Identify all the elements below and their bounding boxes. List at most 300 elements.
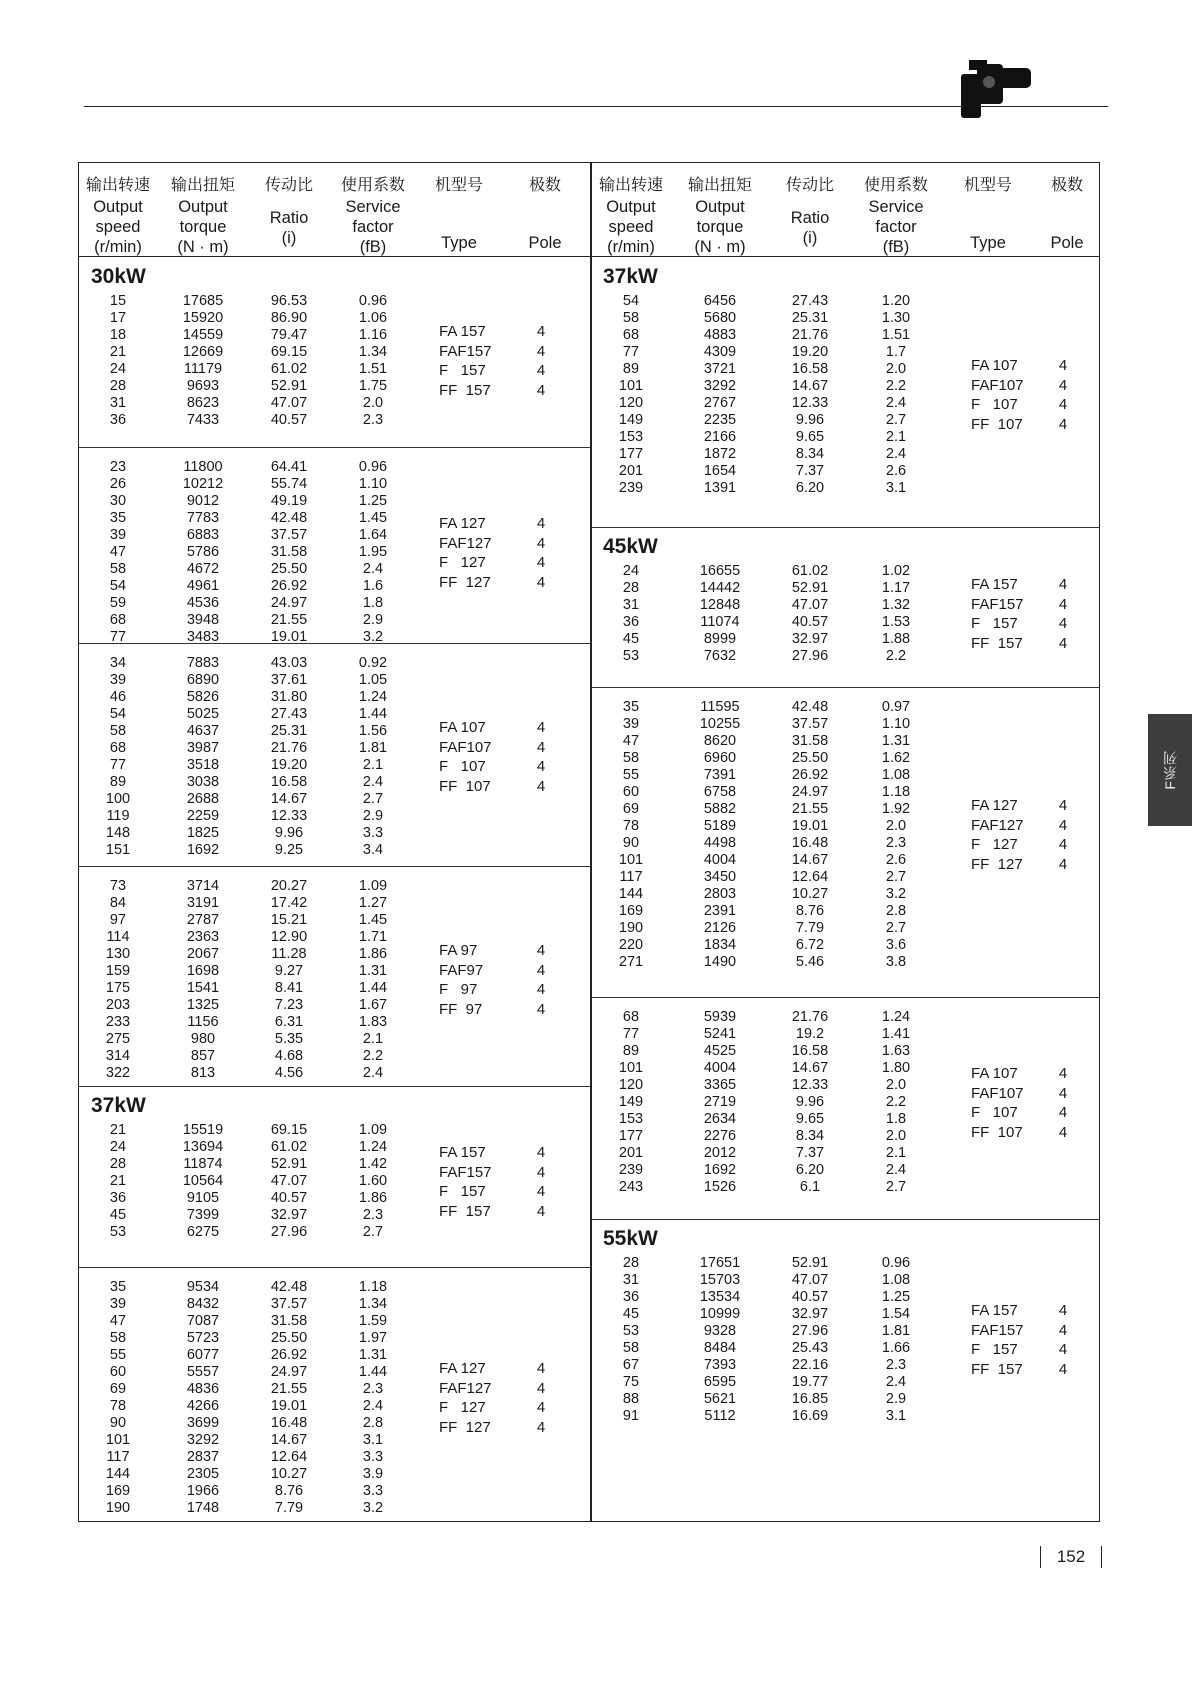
table-cell: 88 xyxy=(622,1391,640,1407)
model-type-name: FA 157 xyxy=(439,1144,486,1161)
table-cell: 1.08 xyxy=(881,1272,911,1288)
table-cell: 190 xyxy=(618,920,644,936)
model-type-name: FA 97 xyxy=(439,942,478,959)
table-row xyxy=(591,446,1099,463)
table-cell: 24 xyxy=(109,1139,127,1155)
table-cell: 2.0 xyxy=(885,361,907,377)
model-type-row xyxy=(971,1340,1101,1360)
table-cell: 2067 xyxy=(186,946,220,962)
table-cell: 10.27 xyxy=(270,1466,308,1482)
table-cell: 1.95 xyxy=(358,544,388,560)
table-cell: 1.7 xyxy=(885,344,907,360)
table-cell: 8620 xyxy=(703,733,737,749)
table-cell: 2.2 xyxy=(885,648,907,664)
table-cell: 30 xyxy=(109,493,127,509)
table-cell: 96.53 xyxy=(270,293,308,309)
pole-count: 4 xyxy=(1058,855,1068,873)
table-cell: 857 xyxy=(190,1048,216,1064)
header-en-line: Output xyxy=(178,198,228,216)
table-cell: 1.08 xyxy=(881,767,911,783)
table-cell: 2.0 xyxy=(362,395,384,411)
table-row xyxy=(79,459,591,476)
table-cell: 1.83 xyxy=(358,1014,388,1030)
table-cell: 86.90 xyxy=(270,310,308,326)
table-row xyxy=(591,767,1099,784)
model-type-name: F 97 xyxy=(439,981,478,998)
table-cell: 3518 xyxy=(186,757,220,773)
table-cell: 89 xyxy=(109,774,127,790)
table-cell: 2.3 xyxy=(362,1381,384,1397)
table-cell: 12.33 xyxy=(791,395,829,411)
header-cell xyxy=(79,163,157,257)
table-row xyxy=(79,1449,591,1466)
model-type-name: FF 107 xyxy=(971,415,1023,433)
table-cell: 39 xyxy=(109,672,127,688)
model-type-row xyxy=(439,553,569,573)
table-cell: 31.58 xyxy=(270,1313,308,1329)
table-cell: 151 xyxy=(105,842,131,858)
header-en-label xyxy=(501,233,589,253)
table-cell: 3191 xyxy=(186,895,220,911)
table-cell: 6275 xyxy=(186,1224,220,1240)
model-type-row xyxy=(439,1182,569,1202)
table-cell: 2.0 xyxy=(885,1128,907,1144)
header-en-line: Type xyxy=(441,234,477,252)
table-cell: 24.97 xyxy=(270,595,308,611)
pole-count: 4 xyxy=(536,738,546,756)
header-en-line: (N · m) xyxy=(177,238,229,256)
model-type-row xyxy=(439,534,569,554)
table-cell: 1.88 xyxy=(881,631,911,647)
table-row xyxy=(591,1255,1099,1272)
table-row xyxy=(591,750,1099,767)
pole-count: 4 xyxy=(536,1379,546,1397)
model-type-name: FAF127 xyxy=(439,534,492,552)
model-type-row xyxy=(971,356,1101,376)
model-type-name: FF 97 xyxy=(439,1000,483,1018)
table-cell: 1.81 xyxy=(881,1323,911,1339)
power-group xyxy=(591,997,1099,1219)
table-cell: 20.27 xyxy=(270,878,308,894)
table-cell: 90 xyxy=(109,1415,127,1431)
table-cell: 6758 xyxy=(703,784,737,800)
table-cell: 9.96 xyxy=(795,412,825,428)
pole-count: 4 xyxy=(536,342,546,360)
table-cell: 47.07 xyxy=(791,597,829,613)
header-cell xyxy=(501,163,589,257)
table-cell: 9012 xyxy=(186,493,220,509)
table-cell: 119 xyxy=(106,808,130,824)
table-cell: 1.25 xyxy=(881,1289,911,1305)
table-cell: 28 xyxy=(109,378,127,394)
table-cell: 1.80 xyxy=(881,1060,911,1076)
table-cell: 9105 xyxy=(186,1190,220,1206)
header-cn-label: 极数 xyxy=(528,175,561,194)
table-cell: 58 xyxy=(109,1330,127,1346)
table-cell: 27.96 xyxy=(791,1323,829,1339)
table-cell: 1325 xyxy=(186,997,220,1013)
table-cell: 18 xyxy=(109,327,127,343)
table-cell: 3.3 xyxy=(362,825,384,841)
table-cell: 27.43 xyxy=(791,293,829,309)
table-cell: 77 xyxy=(622,344,640,360)
group-divider xyxy=(591,997,1099,998)
table-cell: 275 xyxy=(105,1031,131,1047)
series-side-tab: F系列 xyxy=(1148,714,1192,826)
model-type-name: FF 157 xyxy=(971,1360,1023,1378)
model-type-row xyxy=(439,322,569,342)
table-cell: 69 xyxy=(109,1381,127,1397)
table-cell: 2.2 xyxy=(362,1048,384,1064)
pole-count: 4 xyxy=(536,1360,546,1377)
table-cell: 169 xyxy=(618,903,644,919)
table-cell: 53 xyxy=(622,648,640,664)
table-cell: 1698 xyxy=(186,963,220,979)
pole-count: 4 xyxy=(536,1000,546,1018)
table-cell: 175 xyxy=(105,980,131,996)
power-group xyxy=(591,527,1099,687)
page-number: 152 xyxy=(1040,1546,1102,1568)
table-cell: 1541 xyxy=(186,980,220,996)
table-cell: 55 xyxy=(109,1347,127,1363)
table-cell: 25.43 xyxy=(791,1340,829,1356)
table-cell: 2.6 xyxy=(885,852,907,868)
table-cell: 2.3 xyxy=(885,835,907,851)
table-cell: 2767 xyxy=(703,395,737,411)
table-cell: 61.02 xyxy=(270,1139,308,1155)
model-type-list xyxy=(971,1301,1101,1379)
table-row xyxy=(79,1031,591,1048)
table-cell: 17651 xyxy=(699,1255,741,1271)
header-cell xyxy=(941,163,1035,257)
table-cell: 101 xyxy=(105,1432,131,1448)
table-cell: 144 xyxy=(105,1466,131,1482)
table-cell: 9.27 xyxy=(274,963,304,979)
model-type-row xyxy=(971,614,1101,634)
table-row xyxy=(591,886,1099,903)
table-cell: 47.07 xyxy=(270,395,308,411)
table-cell: 39 xyxy=(622,716,640,732)
table-body xyxy=(591,257,1099,1521)
table-cell: 1.41 xyxy=(881,1026,911,1042)
model-type-name: F 107 xyxy=(971,396,1018,413)
table-cell: 101 xyxy=(618,378,644,394)
table-cell: 7.79 xyxy=(274,1500,304,1516)
table-cell: 89 xyxy=(622,1043,640,1059)
model-type-name: FF 157 xyxy=(439,381,491,399)
table-row xyxy=(591,1272,1099,1289)
table-cell: 39 xyxy=(109,1296,127,1312)
table-cell: 12.33 xyxy=(270,808,308,824)
table-cell: 1.64 xyxy=(358,527,388,543)
gearmotor-logo-icon xyxy=(955,56,1035,122)
table-cell: 3948 xyxy=(186,612,220,628)
table-cell: 47 xyxy=(109,1313,127,1329)
model-type-row xyxy=(971,376,1101,396)
table-cell: 148 xyxy=(105,825,131,841)
table-cell: 21 xyxy=(109,1173,127,1189)
model-type-row xyxy=(971,1321,1101,1341)
table-cell: 14442 xyxy=(699,580,741,596)
pole-count: 4 xyxy=(536,1183,546,1200)
table-cell: 8.41 xyxy=(274,980,304,996)
header-en-line: (r/min) xyxy=(94,238,142,256)
table-cell: 6456 xyxy=(703,293,737,309)
model-type-name: FA 127 xyxy=(439,515,486,532)
table-cell: 2.4 xyxy=(885,446,907,462)
table-row xyxy=(79,842,591,859)
header-en-label xyxy=(157,197,249,257)
pole-count: 4 xyxy=(1058,1104,1068,1121)
model-type-name: F 127 xyxy=(439,1399,486,1416)
table-cell: 2276 xyxy=(703,1128,737,1144)
model-type-row xyxy=(439,1359,569,1379)
model-type-row xyxy=(971,816,1101,836)
table-cell: 2.7 xyxy=(885,1179,907,1195)
model-type-name: F 157 xyxy=(971,1341,1018,1358)
table-cell: 75 xyxy=(622,1374,640,1390)
table-cell: 1825 xyxy=(186,825,220,841)
table-cell: 7.37 xyxy=(795,1145,825,1161)
table-cell: 2.7 xyxy=(362,1224,384,1240)
table-cell: 6.20 xyxy=(795,480,825,496)
table-row xyxy=(79,1330,591,1347)
table-cell: 5.46 xyxy=(795,954,825,970)
table-cell: 91 xyxy=(622,1408,640,1424)
model-type-row xyxy=(439,361,569,381)
table-cell: 60 xyxy=(109,1364,127,1380)
table-cell: 2.4 xyxy=(362,1398,384,1414)
table-cell: 1.09 xyxy=(358,1122,388,1138)
table-cell: 52.91 xyxy=(270,378,308,394)
model-type-list xyxy=(439,941,569,1019)
table-cell: 73 xyxy=(109,878,127,894)
table-cell: 117 xyxy=(106,1449,130,1465)
table-row xyxy=(591,1408,1099,1425)
table-cell: 1.32 xyxy=(881,597,911,613)
table-cell: 1.18 xyxy=(358,1279,388,1295)
table-cell: 314 xyxy=(105,1048,131,1064)
table-row xyxy=(591,1162,1099,1179)
table-cell: 40.57 xyxy=(791,614,829,630)
pole-count: 4 xyxy=(536,981,546,998)
table-cell: 3365 xyxy=(703,1077,737,1093)
table-cell: 3699 xyxy=(186,1415,220,1431)
table-cell: 28 xyxy=(109,1156,127,1172)
table-cell: 79.47 xyxy=(270,327,308,343)
table-cell: 233 xyxy=(105,1014,131,1030)
table-cell: 1.51 xyxy=(358,361,388,377)
table-cell: 2.3 xyxy=(362,1207,384,1223)
model-type-row xyxy=(439,718,569,738)
pole-count: 4 xyxy=(1058,1341,1068,1358)
table-row xyxy=(79,825,591,842)
table-row xyxy=(591,463,1099,480)
table-cell: 1.62 xyxy=(881,750,911,766)
pole-count: 4 xyxy=(1058,1360,1068,1378)
table-cell: 77 xyxy=(622,1026,640,1042)
pole-count: 4 xyxy=(1058,415,1068,433)
table-cell: 19.77 xyxy=(791,1374,829,1390)
header-cn-label: 机型号 xyxy=(434,175,483,194)
table-cell: 3714 xyxy=(186,878,220,894)
table-cell: 203 xyxy=(105,997,131,1013)
model-type-row xyxy=(971,595,1101,615)
table-cell: 2235 xyxy=(703,412,737,428)
table-cell: 149 xyxy=(618,1094,644,1110)
header-cn-label: 极数 xyxy=(1050,175,1083,194)
table-cell: 1872 xyxy=(703,446,737,462)
table-cell: 101 xyxy=(618,852,644,868)
table-row xyxy=(79,1122,591,1139)
table-row xyxy=(79,1483,591,1500)
header-cell xyxy=(671,163,769,257)
table-cell: 59 xyxy=(109,595,127,611)
table-cell: 5557 xyxy=(186,1364,220,1380)
header-en-line: Service xyxy=(345,198,401,216)
table-cell: 54 xyxy=(622,293,640,309)
table-cell: 1.44 xyxy=(358,706,388,722)
model-type-name: F 127 xyxy=(439,554,486,571)
table-cell: 2803 xyxy=(703,886,737,902)
pole-count: 4 xyxy=(536,719,546,736)
table-cell: 117 xyxy=(619,869,643,885)
table-cell: 1.86 xyxy=(358,1190,388,1206)
table-cell: 55.74 xyxy=(270,476,308,492)
pole-count: 4 xyxy=(1058,396,1068,413)
table-cell: 153 xyxy=(618,429,644,445)
table-cell: 17.42 xyxy=(270,895,308,911)
table-cell: 3987 xyxy=(186,740,220,756)
table-cell: 4883 xyxy=(703,327,737,343)
model-type-row xyxy=(439,1379,569,1399)
table-cell: 1.31 xyxy=(358,1347,388,1363)
table-cell: 11800 xyxy=(183,459,223,475)
table-cell: 5241 xyxy=(703,1026,737,1042)
header-cell xyxy=(851,163,941,257)
table-cell: 2012 xyxy=(703,1145,737,1161)
table-cell: 1.24 xyxy=(358,689,388,705)
table-row xyxy=(591,1009,1099,1026)
model-type-name: F 127 xyxy=(971,836,1018,853)
table-cell: 22.16 xyxy=(791,1357,829,1373)
table-cell: 34 xyxy=(109,655,127,671)
model-type-name: FF 157 xyxy=(971,634,1023,652)
table-cell: 4.56 xyxy=(274,1065,304,1081)
model-type-list xyxy=(971,356,1101,434)
table-cell: 47.07 xyxy=(791,1272,829,1288)
table-cell: 9693 xyxy=(186,378,220,394)
table-cell: 1.54 xyxy=(881,1306,911,1322)
power-rating: 45kW xyxy=(603,535,658,558)
header-en-line: Output xyxy=(606,198,656,216)
left-table-panel xyxy=(78,162,592,1522)
table-row xyxy=(79,1279,591,1296)
table-cell: 1.17 xyxy=(881,580,911,596)
table-row xyxy=(79,1313,591,1330)
model-type-row xyxy=(439,980,569,1000)
table-cell: 10564 xyxy=(182,1173,224,1189)
table-cell: 2.9 xyxy=(362,808,384,824)
table-cell: 10212 xyxy=(182,476,224,492)
header-en-line: factor xyxy=(875,218,917,236)
table-cell: 4525 xyxy=(703,1043,737,1059)
model-type-name: FF 157 xyxy=(439,1202,491,1220)
header-cn-label: 传动比 xyxy=(264,175,313,194)
header-en-label xyxy=(329,197,417,257)
table-cell: 2.8 xyxy=(885,903,907,919)
table-cell: 271 xyxy=(618,954,644,970)
pole-count: 4 xyxy=(536,323,546,340)
power-group xyxy=(79,866,591,1086)
table-row xyxy=(591,327,1099,344)
table-cell: 11874 xyxy=(183,1156,223,1172)
header-en-line: torque xyxy=(696,218,744,236)
table-cell: 1.53 xyxy=(881,614,911,630)
table-cell: 39 xyxy=(109,527,127,543)
table-cell: 2.7 xyxy=(885,412,907,428)
table-cell: 37.57 xyxy=(791,716,829,732)
model-type-row xyxy=(439,1163,569,1183)
table-cell: 1.59 xyxy=(358,1313,388,1329)
table-cell: 58 xyxy=(622,750,640,766)
table-cell: 1.24 xyxy=(358,1139,388,1155)
table-cell: 1654 xyxy=(703,463,737,479)
table-cell: 21.76 xyxy=(270,740,308,756)
table-cell: 36 xyxy=(622,1289,640,1305)
table-cell: 58 xyxy=(109,561,127,577)
model-type-name: FA 157 xyxy=(971,1302,1018,1319)
group-divider xyxy=(591,527,1099,528)
pole-count: 4 xyxy=(536,758,546,775)
table-cell: 2.3 xyxy=(362,412,384,428)
table-cell: 8.34 xyxy=(795,446,825,462)
table-cell: 1.02 xyxy=(881,563,911,579)
table-cell: 7.79 xyxy=(795,920,825,936)
table-cell: 4.68 xyxy=(274,1048,304,1064)
model-type-row xyxy=(439,381,569,401)
table-cell: 5723 xyxy=(186,1330,220,1346)
table-cell: 9.65 xyxy=(795,429,825,445)
table-row xyxy=(79,655,591,672)
table-cell: 6.20 xyxy=(795,1162,825,1178)
table-cell: 1.25 xyxy=(358,493,388,509)
table-cell: 2.2 xyxy=(885,378,907,394)
table-cell: 1834 xyxy=(703,937,737,953)
pole-count: 4 xyxy=(1058,1321,1068,1339)
model-type-name: FAF107 xyxy=(971,376,1024,394)
table-cell: 2166 xyxy=(703,429,737,445)
table-cell: 53 xyxy=(622,1323,640,1339)
power-rating: 37kW xyxy=(91,1094,146,1117)
pole-count: 4 xyxy=(536,1418,546,1436)
table-cell: 1692 xyxy=(703,1162,737,1178)
table-cell: 17685 xyxy=(182,293,224,309)
table-cell: 68 xyxy=(622,327,640,343)
table-cell: 16.58 xyxy=(791,1043,829,1059)
table-cell: 21.55 xyxy=(270,1381,308,1397)
table-cell: 25.31 xyxy=(791,310,829,326)
table-cell: 1.44 xyxy=(358,980,388,996)
table-cell: 120 xyxy=(618,395,644,411)
table-cell: 0.96 xyxy=(358,459,388,475)
pole-count: 4 xyxy=(536,573,546,591)
header-cn-label: 输出扭矩 xyxy=(170,175,235,194)
table-cell: 49.19 xyxy=(270,493,308,509)
table-cell: 4961 xyxy=(186,578,220,594)
model-type-row xyxy=(439,1398,569,1418)
model-type-name: F 107 xyxy=(971,1104,1018,1121)
